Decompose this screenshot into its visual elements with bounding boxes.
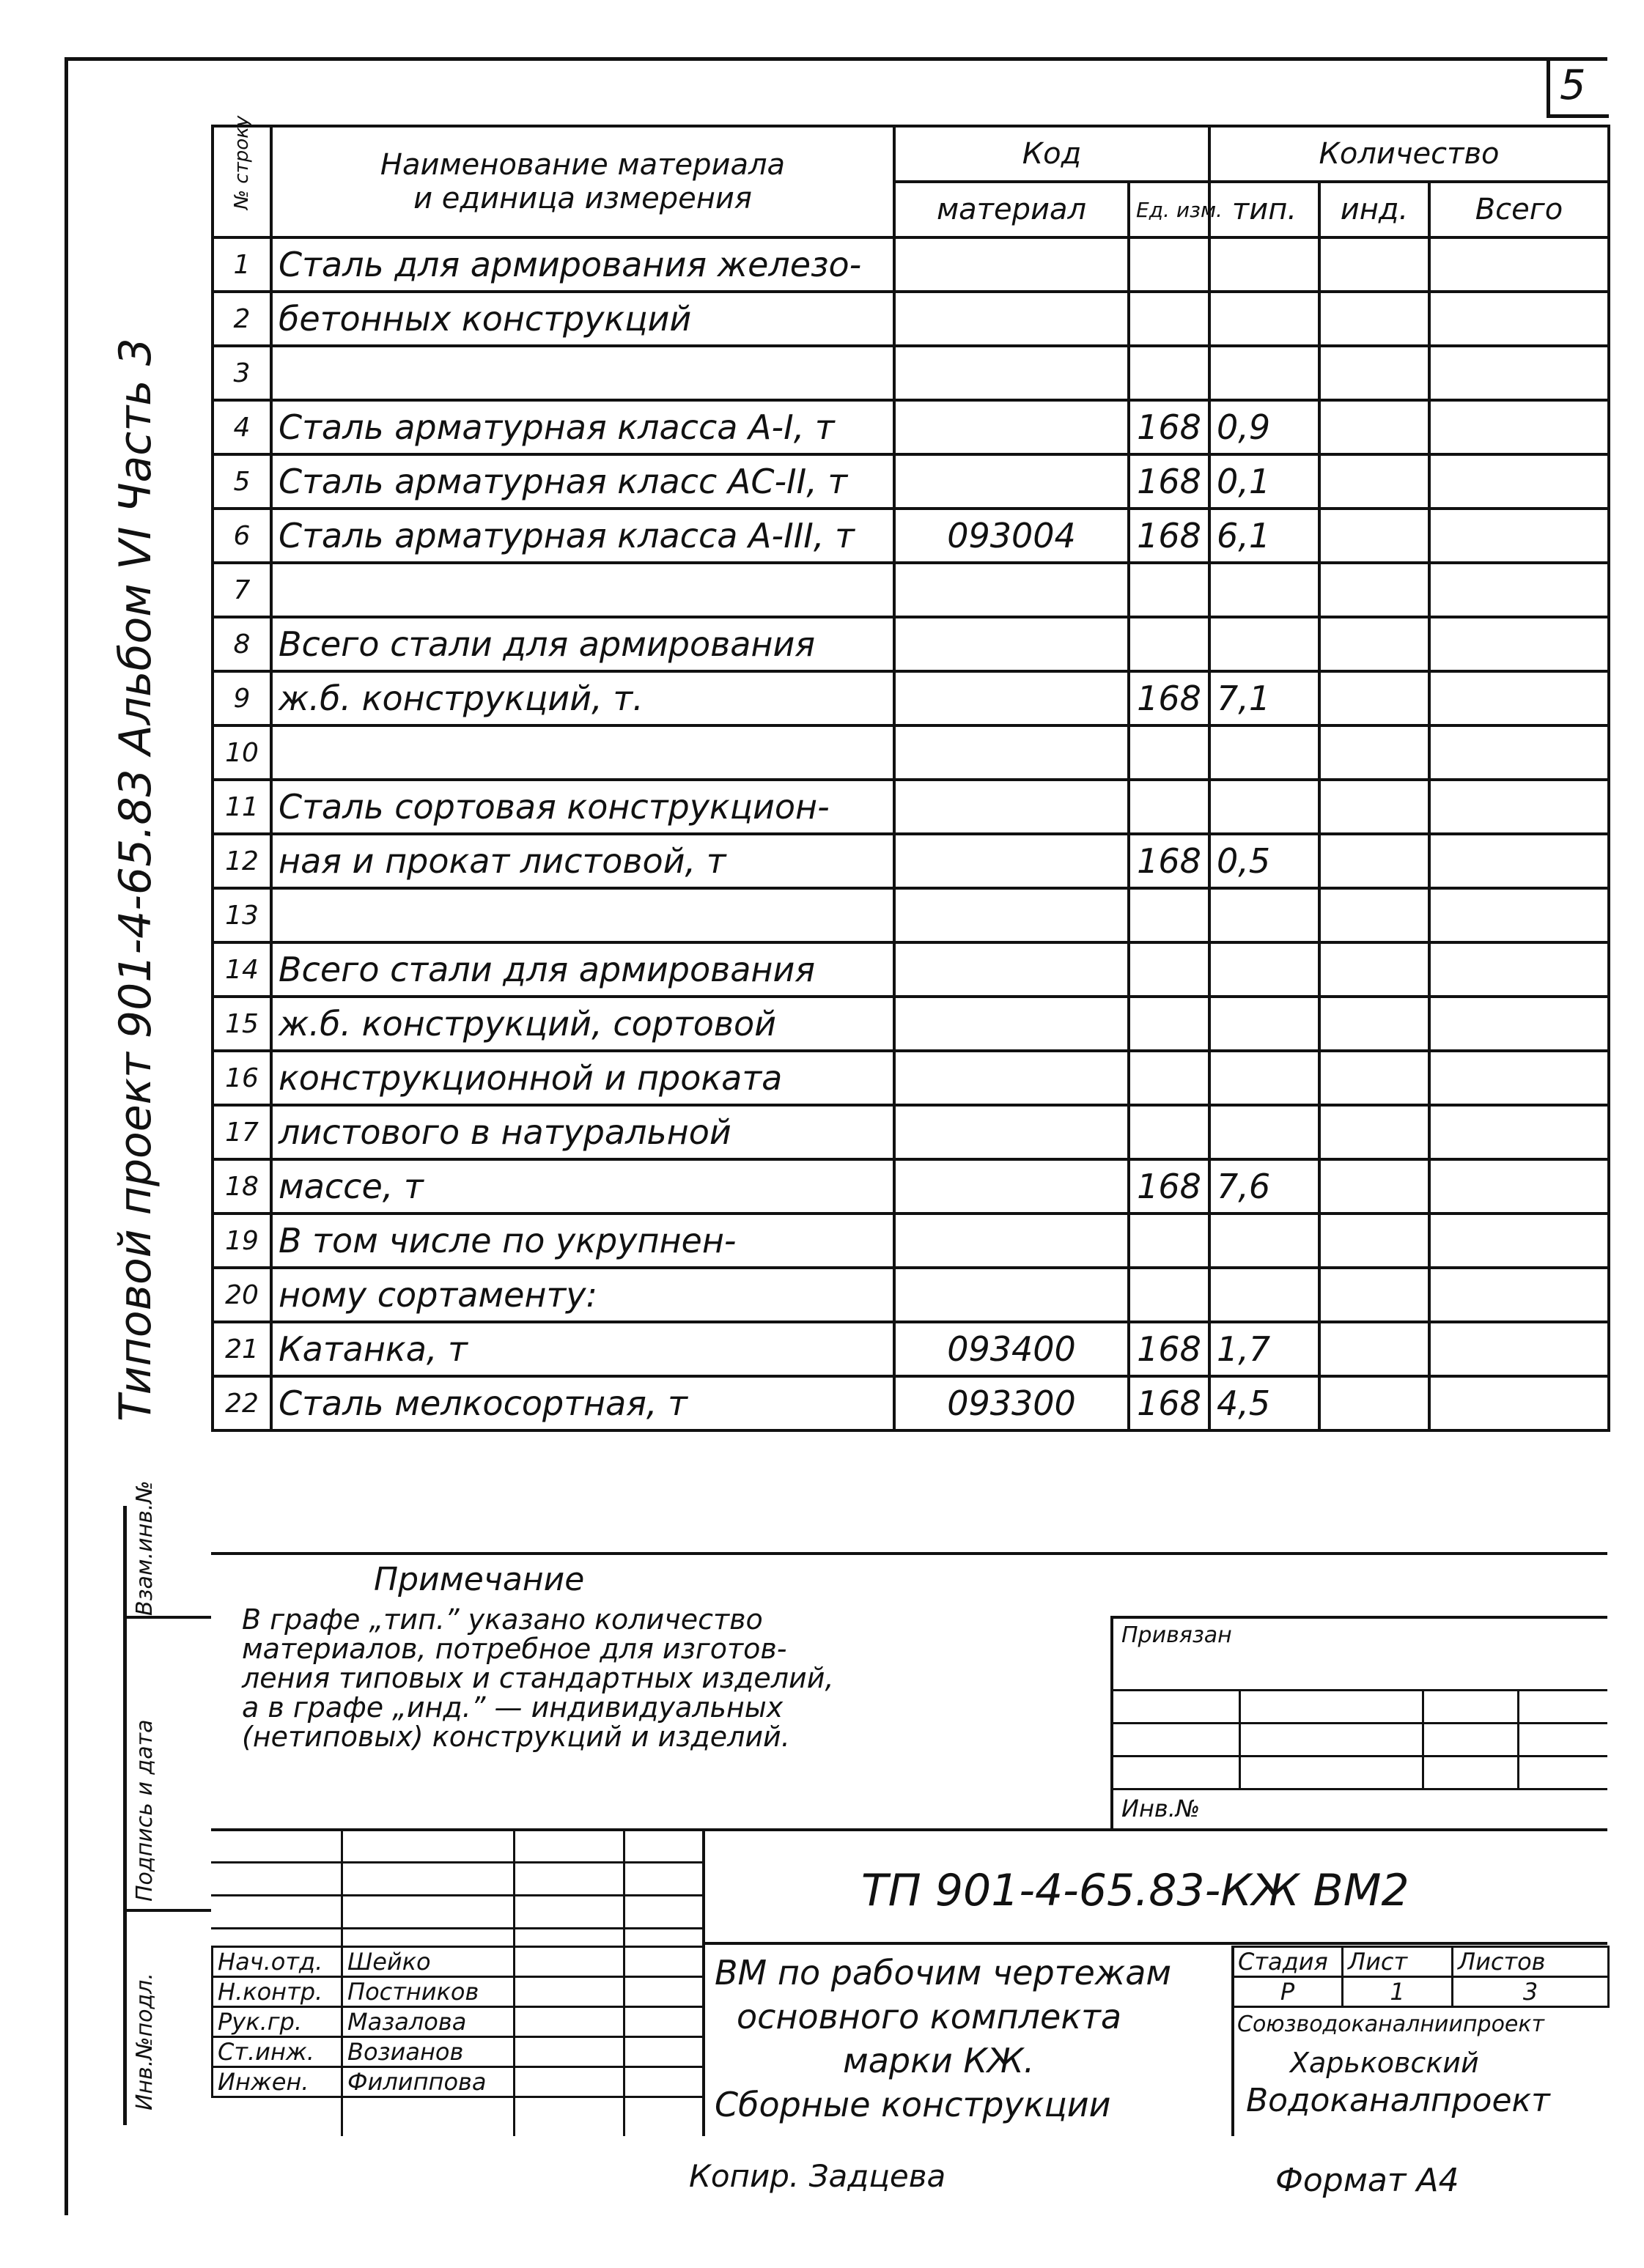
- titleblock-line: [211, 1894, 702, 1896]
- stage-label: Стадия: [1233, 1947, 1343, 1977]
- sheets-value: 3: [1453, 1977, 1609, 2007]
- header-type: тип.: [1209, 182, 1319, 237]
- row-name: ж.б. конструкций, т.: [271, 671, 894, 725]
- row-total: [1429, 617, 1609, 671]
- table-row: [213, 563, 1609, 617]
- row-material-code: [894, 834, 1129, 888]
- document-designation: ТП 901-4-65.83-КЖ ВМ2: [861, 1865, 1409, 1916]
- staff-date: [624, 2007, 704, 2037]
- row-ind-qty: [1319, 1214, 1429, 1268]
- row-unit-code: [1129, 725, 1209, 780]
- row-number: 12: [213, 834, 271, 888]
- row-material-code: [894, 888, 1129, 942]
- row-name: ному сортаменту:: [271, 1268, 894, 1322]
- sheet-value: 1: [1343, 1977, 1453, 2007]
- row-type-qty: 7,6: [1209, 1159, 1319, 1214]
- row-ind-qty: [1319, 563, 1429, 617]
- row-number: 18: [213, 1159, 271, 1214]
- row-total: [1429, 454, 1609, 509]
- row-material-code: [894, 1268, 1129, 1322]
- row-type-qty: [1209, 1105, 1319, 1159]
- stage-table: [1231, 1946, 1610, 2008]
- row-unit-code: [1129, 1105, 1209, 1159]
- description-line: основного комплекта: [737, 1997, 1122, 2036]
- row-material-code: 093300: [894, 1376, 1129, 1430]
- staff-signature: [515, 1947, 624, 1977]
- row-total: [1429, 563, 1609, 617]
- row-name: Сталь сортовая конструкцион-: [271, 780, 894, 834]
- stage-value: Р: [1233, 1977, 1343, 2007]
- staff-signature: [515, 1977, 624, 2007]
- row-number: 3: [213, 346, 271, 400]
- binding-box-line: [1239, 1689, 1241, 1788]
- staff-signature: [515, 2037, 624, 2067]
- row-ind-qty: [1319, 1159, 1429, 1214]
- binding-box-line: [1110, 1722, 1607, 1724]
- row-total: [1429, 346, 1609, 400]
- staff-row: [213, 2037, 704, 2067]
- row-number: 6: [213, 509, 271, 563]
- row-material-code: [894, 237, 1129, 292]
- row-material-code: [894, 1159, 1129, 1214]
- row-type-qty: [1209, 1268, 1319, 1322]
- margin-replaced-inv: Взам.инв.№: [132, 1480, 158, 1616]
- row-name: ная и прокат листовой, т: [271, 834, 894, 888]
- row-material-code: [894, 671, 1129, 725]
- row-total: [1429, 997, 1609, 1051]
- table-row: [213, 1322, 1609, 1376]
- header-name: [271, 126, 894, 237]
- staff-row: [213, 1947, 704, 1977]
- staff-name: Возианов: [342, 2037, 515, 2067]
- staff-date: [624, 2067, 704, 2097]
- sheets-label: Листов: [1453, 1947, 1609, 1977]
- table-row: [213, 725, 1609, 780]
- table-row: [213, 1159, 1609, 1214]
- row-total: [1429, 1105, 1609, 1159]
- row-name: массе, т: [271, 1159, 894, 1214]
- row-total: [1429, 1322, 1609, 1376]
- copied-by: Копир. Задцева: [689, 2158, 946, 2194]
- margin-divider: [123, 1616, 211, 1619]
- staff-role: Н.контр.: [213, 1977, 342, 2007]
- table-row: [213, 1051, 1609, 1105]
- staff-row: [213, 2007, 704, 2037]
- row-unit-code: [1129, 563, 1209, 617]
- row-material-code: [894, 400, 1129, 454]
- organization-line: Союзводоканалниипроект: [1237, 2012, 1544, 2037]
- row-number: 21: [213, 1322, 271, 1376]
- table-row: [213, 454, 1609, 509]
- row-total: [1429, 1051, 1609, 1105]
- row-total: [1429, 1214, 1609, 1268]
- table-row: [213, 237, 1609, 292]
- row-type-qty: 0,5: [1209, 834, 1319, 888]
- row-unit-code: 168: [1129, 454, 1209, 509]
- titleblock-top-line: [211, 1828, 1607, 1831]
- staff-row: [213, 2067, 704, 2097]
- project-vertical-title: Типовой проект 901-4-65.83 Альбом VI Часть 3: [110, 338, 161, 1422]
- row-unit-code: 168: [1129, 834, 1209, 888]
- row-number: 13: [213, 888, 271, 942]
- header-quantity: Количество: [1209, 126, 1609, 182]
- header-unit: Ед. изм.: [1129, 182, 1209, 237]
- description-line: марки КЖ.: [843, 2041, 1035, 2080]
- binding-label: Привязан: [1121, 1622, 1232, 1648]
- sheet-number: 5: [1560, 62, 1586, 109]
- row-unit-code: [1129, 888, 1209, 942]
- row-type-qty: 6,1: [1209, 509, 1319, 563]
- row-material-code: [894, 454, 1129, 509]
- sheet-label: Лист: [1343, 1947, 1453, 1977]
- row-unit-code: 168: [1129, 400, 1209, 454]
- binding-box-line: [1422, 1689, 1424, 1788]
- row-ind-qty: [1319, 997, 1429, 1051]
- row-unit-code: 168: [1129, 509, 1209, 563]
- table-row: [213, 346, 1609, 400]
- row-total: [1429, 725, 1609, 780]
- staff-name: Филиппова: [342, 2067, 515, 2097]
- staff-row: [213, 1977, 704, 2007]
- row-number: 19: [213, 1214, 271, 1268]
- table-row: [213, 997, 1609, 1051]
- row-number: 8: [213, 617, 271, 671]
- header-name-line2: и единица измерения: [413, 182, 752, 215]
- row-ind-qty: [1319, 780, 1429, 834]
- staff-role: Инжен.: [213, 2067, 342, 2097]
- row-type-qty: [1209, 237, 1319, 292]
- row-unit-code: [1129, 1268, 1209, 1322]
- organization-line: Харьковский: [1290, 2047, 1479, 2079]
- row-type-qty: 4,5: [1209, 1376, 1319, 1430]
- row-name: листового в натуральной: [271, 1105, 894, 1159]
- row-ind-qty: [1319, 346, 1429, 400]
- row-name: Сталь арматурная класса А-III, т: [271, 509, 894, 563]
- row-unit-code: [1129, 780, 1209, 834]
- row-material-code: [894, 346, 1129, 400]
- table-row: [213, 1376, 1609, 1430]
- row-ind-qty: [1319, 400, 1429, 454]
- row-name: Сталь мелкосортная, т: [271, 1376, 894, 1430]
- row-material-code: [894, 725, 1129, 780]
- row-name: Катанка, т: [271, 1322, 894, 1376]
- description-line: Сборные конструкции: [715, 2085, 1111, 2124]
- staff-signature: [515, 2007, 624, 2037]
- note-title: Примечание: [374, 1561, 585, 1598]
- row-number: 15: [213, 997, 271, 1051]
- row-unit-code: [1129, 292, 1209, 346]
- row-name: ж.б. конструкций, сортовой: [271, 997, 894, 1051]
- margin-inv-original: Инв.№подл.: [132, 1973, 158, 2110]
- staff-signature: [515, 2067, 624, 2097]
- row-ind-qty: [1319, 671, 1429, 725]
- row-unit-code: [1129, 617, 1209, 671]
- table-row: [213, 671, 1609, 725]
- row-name: Всего стали для армирования: [271, 617, 894, 671]
- titleblock-line: [211, 1861, 702, 1863]
- staff-name: Шейко: [342, 1947, 515, 1977]
- header-ind: инд.: [1319, 182, 1429, 237]
- row-total: [1429, 237, 1609, 292]
- margin-divider: [123, 1909, 211, 1912]
- titleblock-line: [211, 1927, 702, 1929]
- row-material-code: 093004: [894, 509, 1129, 563]
- row-type-qty: 0,1: [1209, 454, 1319, 509]
- row-unit-code: 168: [1129, 1322, 1209, 1376]
- staff-role: Ст.инж.: [213, 2037, 342, 2067]
- row-name: [271, 563, 894, 617]
- row-name: [271, 346, 894, 400]
- row-type-qty: 1,7: [1209, 1322, 1319, 1376]
- row-ind-qty: [1319, 454, 1429, 509]
- row-name: В том числе по укрупнен-: [271, 1214, 894, 1268]
- row-type-qty: [1209, 617, 1319, 671]
- table-row: [213, 292, 1609, 346]
- header-material: материал: [894, 182, 1129, 237]
- row-ind-qty: [1319, 292, 1429, 346]
- row-name: Сталь для армирования железо-: [271, 237, 894, 292]
- staff-role: Нач.отд.: [213, 1947, 342, 1977]
- row-name: Всего стали для армирования: [271, 942, 894, 997]
- organization-line: Водоканалпроект: [1246, 2082, 1550, 2119]
- table-row: [213, 1214, 1609, 1268]
- material-table: [211, 115, 1610, 1432]
- row-type-qty: [1209, 725, 1319, 780]
- table-row: [213, 1268, 1609, 1322]
- row-material-code: [894, 1051, 1129, 1105]
- row-name: [271, 888, 894, 942]
- row-material-code: [894, 617, 1129, 671]
- staff-date: [624, 2037, 704, 2067]
- row-number: 5: [213, 454, 271, 509]
- binding-box-line: [1110, 1689, 1607, 1691]
- row-unit-code: [1129, 237, 1209, 292]
- row-ind-qty: [1319, 1376, 1429, 1430]
- row-ind-qty: [1319, 725, 1429, 780]
- note-top-line: [211, 1552, 1607, 1555]
- row-ind-qty: [1319, 509, 1429, 563]
- note-line: материалов, потребное для изготов-: [242, 1633, 787, 1665]
- staff-role: Рук.гр.: [213, 2007, 342, 2037]
- row-material-code: [894, 942, 1129, 997]
- row-total: [1429, 1376, 1609, 1430]
- row-ind-qty: [1319, 237, 1429, 292]
- note-line: ления типовых и стандартных изделий,: [242, 1662, 834, 1694]
- staff-date: [624, 1977, 704, 2007]
- table-row: [213, 888, 1609, 942]
- note-line: В графе „тип.” указано количество: [242, 1603, 763, 1636]
- row-material-code: [894, 997, 1129, 1051]
- row-total: [1429, 671, 1609, 725]
- staff-table: [211, 1946, 704, 2098]
- table-row: [213, 509, 1609, 563]
- row-total: [1429, 400, 1609, 454]
- row-number: 11: [213, 780, 271, 834]
- row-type-qty: [1209, 942, 1319, 997]
- margin-strip-line: [123, 1506, 127, 2125]
- row-total: [1429, 1159, 1609, 1214]
- row-type-qty: [1209, 780, 1319, 834]
- header-row-no: № строку: [213, 126, 271, 237]
- row-name: Сталь арматурная класса А-I, т: [271, 400, 894, 454]
- row-type-qty: [1209, 1214, 1319, 1268]
- row-name: конструкционной и проката: [271, 1051, 894, 1105]
- table-row: [213, 400, 1609, 454]
- binding-box-line: [1110, 1788, 1607, 1790]
- binding-inv-label: Инв.№: [1121, 1795, 1201, 1822]
- row-ind-qty: [1319, 617, 1429, 671]
- row-number: 7: [213, 563, 271, 617]
- titleblock-line: [702, 1942, 1607, 1945]
- row-ind-qty: [1319, 1322, 1429, 1376]
- row-number: 14: [213, 942, 271, 997]
- row-material-code: [894, 1214, 1129, 1268]
- row-material-code: [894, 563, 1129, 617]
- row-ind-qty: [1319, 1105, 1429, 1159]
- row-unit-code: 168: [1129, 671, 1209, 725]
- row-total: [1429, 888, 1609, 942]
- row-name: бетонных конструкций: [271, 292, 894, 346]
- row-number: 20: [213, 1268, 271, 1322]
- row-total: [1429, 509, 1609, 563]
- row-total: [1429, 834, 1609, 888]
- staff-date: [624, 1947, 704, 1977]
- description-line: ВМ по рабочим чертежам: [715, 1953, 1172, 1992]
- row-number: 17: [213, 1105, 271, 1159]
- paper-format: Формат А4: [1275, 2162, 1459, 2199]
- binding-box-line: [1517, 1689, 1519, 1788]
- row-unit-code: [1129, 1051, 1209, 1105]
- header-total: Всего: [1429, 182, 1609, 237]
- table-row: [213, 617, 1609, 671]
- row-unit-code: 168: [1129, 1159, 1209, 1214]
- row-number: 9: [213, 671, 271, 725]
- binding-box-line: [1110, 1616, 1607, 1619]
- row-number: 22: [213, 1376, 271, 1430]
- row-name: [271, 725, 894, 780]
- row-type-qty: [1209, 292, 1319, 346]
- row-type-qty: [1209, 1051, 1319, 1105]
- header-code: Код: [894, 126, 1209, 182]
- row-number: 10: [213, 725, 271, 780]
- row-material-code: [894, 292, 1129, 346]
- header-name-line1: Наименование материала: [380, 148, 786, 182]
- row-total: [1429, 1268, 1609, 1322]
- row-number: 1: [213, 237, 271, 292]
- row-name: Сталь арматурная класс АС-II, т: [271, 454, 894, 509]
- row-total: [1429, 780, 1609, 834]
- org-box-line: [1231, 1946, 1234, 2136]
- row-type-qty: [1209, 346, 1319, 400]
- row-unit-code: [1129, 942, 1209, 997]
- row-type-qty: [1209, 997, 1319, 1051]
- row-total: [1429, 942, 1609, 997]
- row-ind-qty: [1319, 888, 1429, 942]
- row-material-code: [894, 780, 1129, 834]
- row-number: 2: [213, 292, 271, 346]
- row-type-qty: [1209, 888, 1319, 942]
- row-material-code: [894, 1105, 1129, 1159]
- note-line: (нетиповых) конструкций и изделий.: [242, 1721, 790, 1753]
- staff-name: Постников: [342, 1977, 515, 2007]
- margin-signature-date: Подпись и дата: [132, 1719, 158, 1902]
- row-total: [1429, 292, 1609, 346]
- staff-name: Мазалова: [342, 2007, 515, 2037]
- row-unit-code: [1129, 1214, 1209, 1268]
- binding-box-line: [1110, 1755, 1607, 1757]
- row-ind-qty: [1319, 1268, 1429, 1322]
- table-row: [213, 834, 1609, 888]
- row-unit-code: 168: [1129, 1376, 1209, 1430]
- row-number: 4: [213, 400, 271, 454]
- table-row: [213, 1105, 1609, 1159]
- row-unit-code: [1129, 997, 1209, 1051]
- row-material-code: 093400: [894, 1322, 1129, 1376]
- row-unit-code: [1129, 346, 1209, 400]
- note-line: а в графе „инд.” — индивидуальных: [242, 1691, 784, 1724]
- table-row: [213, 780, 1609, 834]
- row-type-qty: 0,9: [1209, 400, 1319, 454]
- row-ind-qty: [1319, 834, 1429, 888]
- row-ind-qty: [1319, 942, 1429, 997]
- row-number: 16: [213, 1051, 271, 1105]
- row-ind-qty: [1319, 1051, 1429, 1105]
- table-row: [213, 942, 1609, 997]
- row-type-qty: 7,1: [1209, 671, 1319, 725]
- row-type-qty: [1209, 563, 1319, 617]
